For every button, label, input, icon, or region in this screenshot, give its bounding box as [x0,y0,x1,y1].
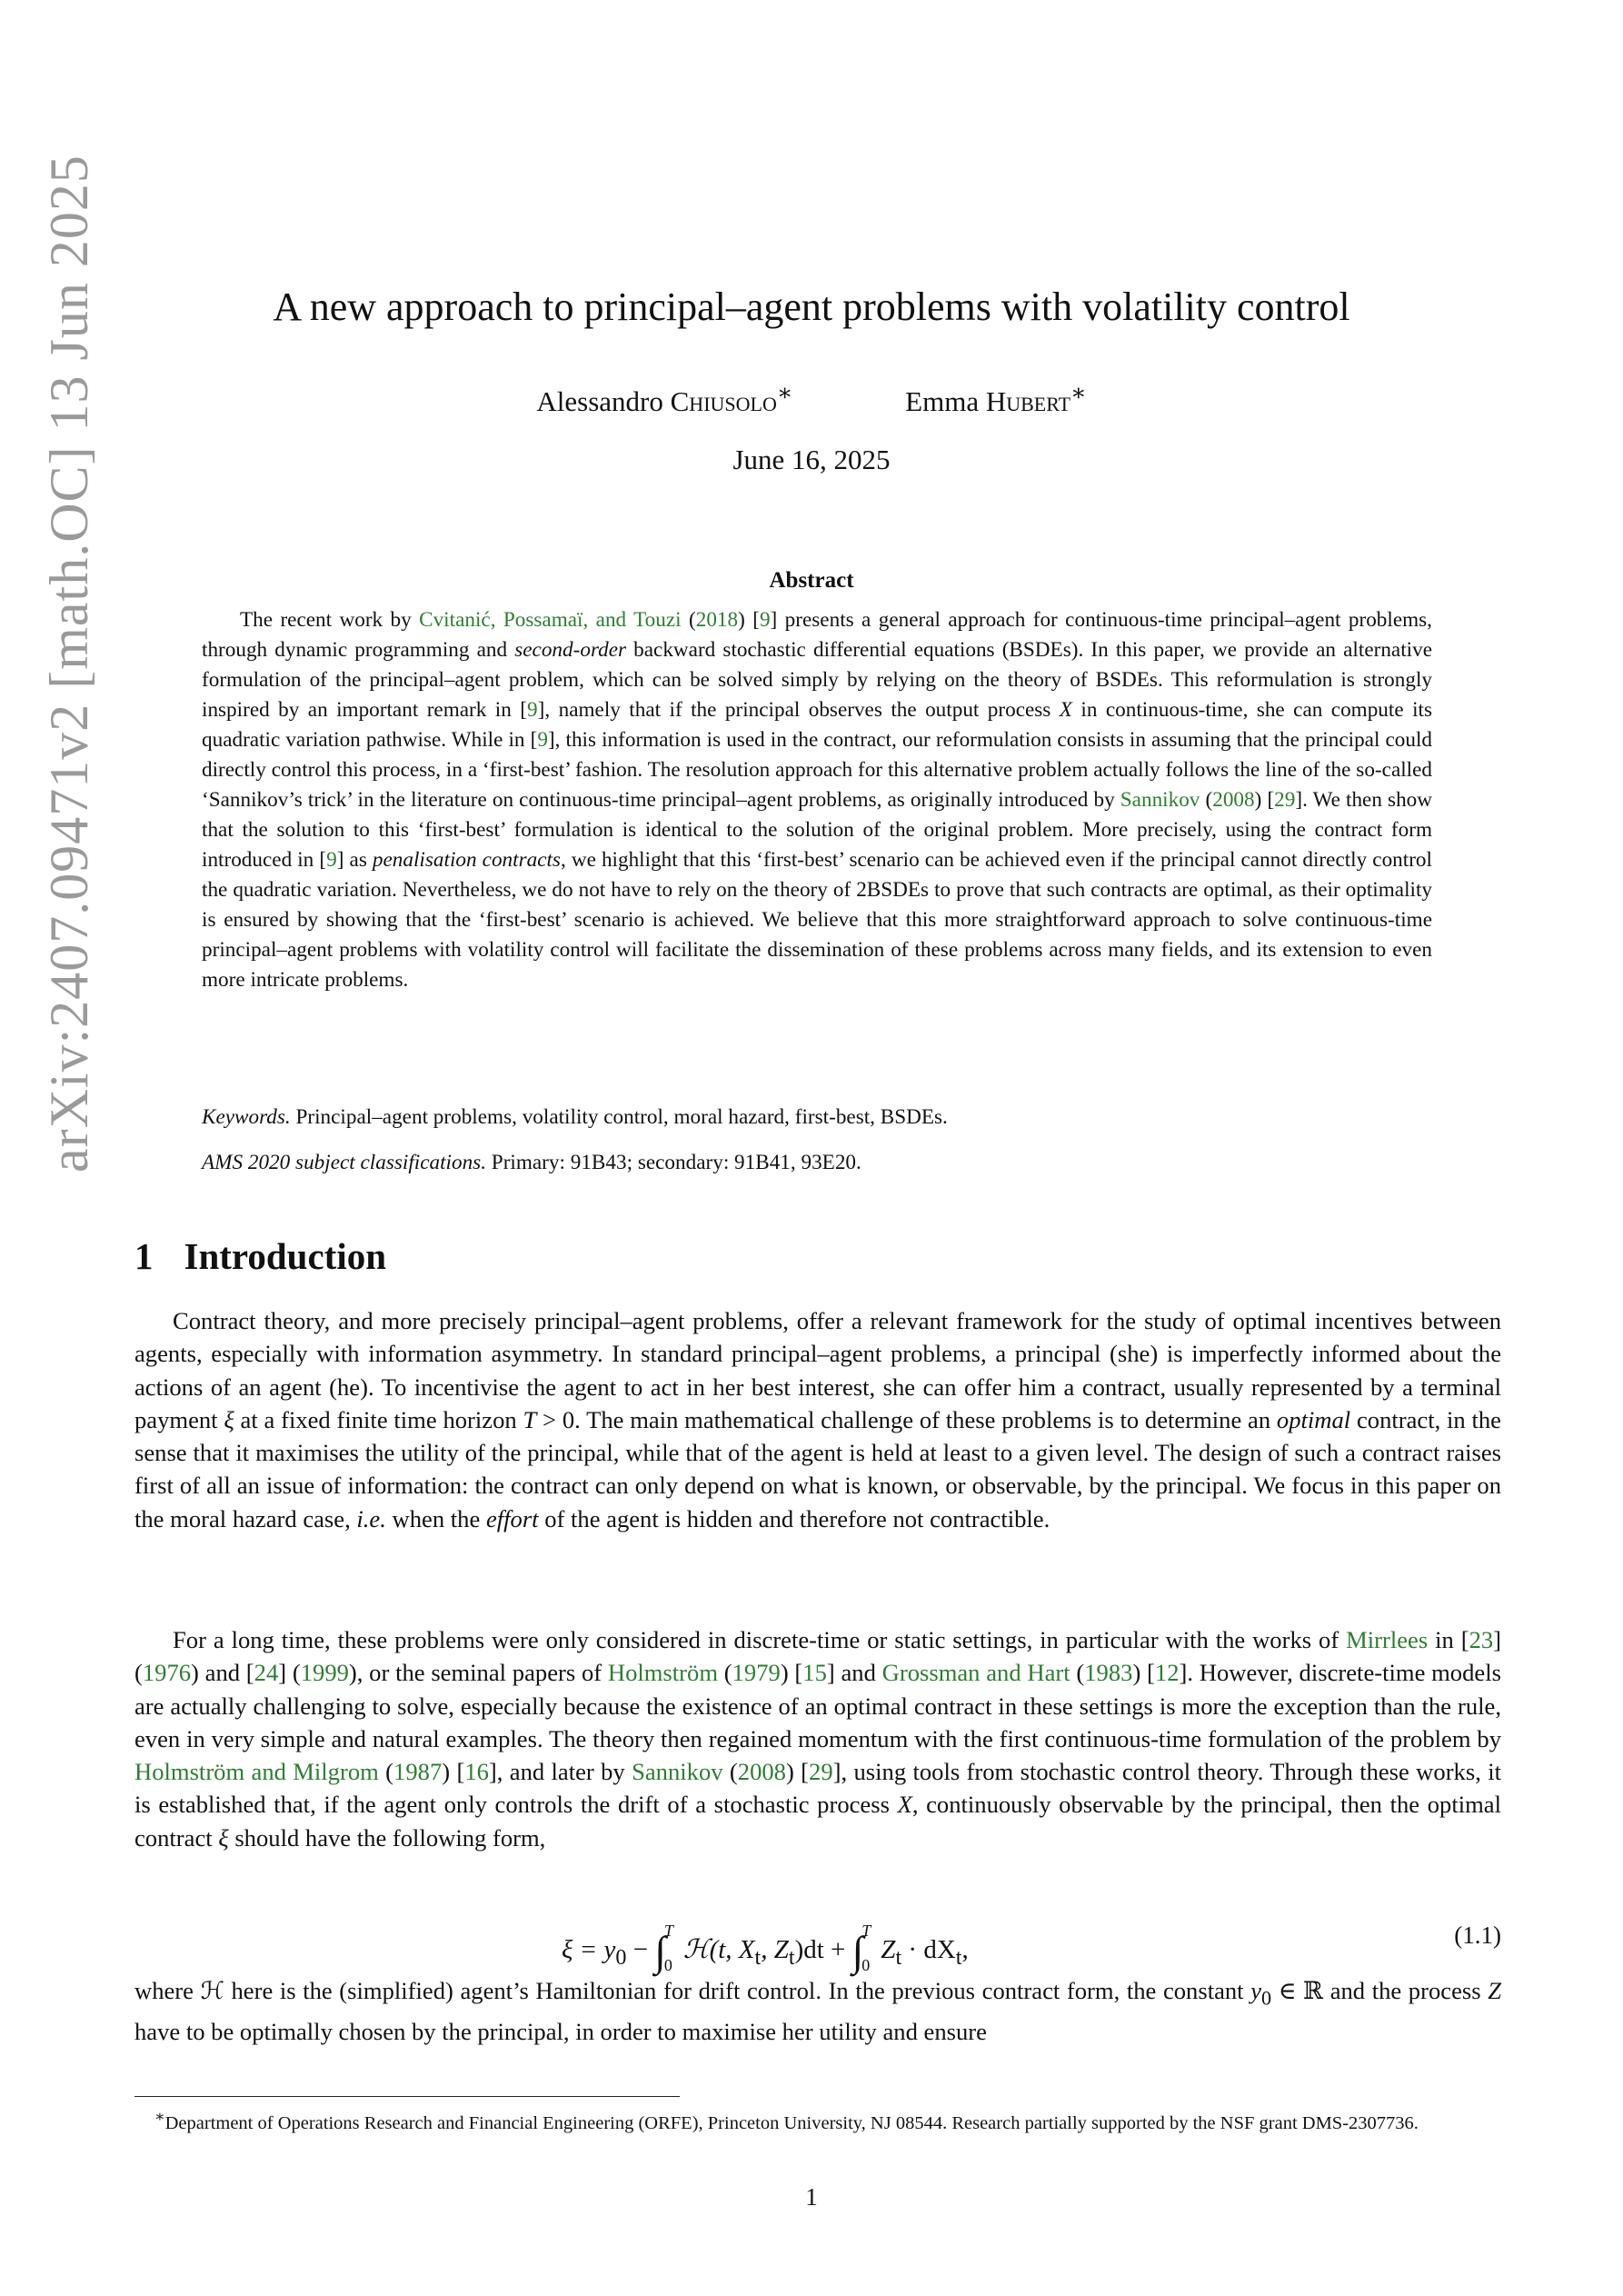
citation-link[interactable]: Mirrlees [1346,1626,1429,1653]
reference-link[interactable]: 16 [464,1758,489,1786]
reference-link[interactable]: 12 [1154,1659,1180,1687]
citation-year-link[interactable]: 1999 [300,1659,349,1687]
keywords: Keywords. Principal–agent problems, volatility control, moral hazard, first-best, BSDEs. [202,1105,948,1129]
reference-link[interactable]: 23 [1469,1626,1494,1653]
date: June 16, 2025 [732,444,891,475]
intro-paragraph-3: where ℋ here is the (simplified) agent’s Hamiltonian for drift control. In the previous contract form, the constant $y_0$ ∈ ℝ and the process Z have to be optimally chosen by the principal, in order to maximise her utility and ensure [134,1977,1501,2045]
page-number: 1 [805,2183,818,2211]
citation-year-link[interactable]: 1979 [732,1659,781,1687]
author-1: Alessandro Chiusolo∗ [536,380,793,418]
citation-year-link[interactable]: 2008 [737,1758,786,1786]
citation-year-link[interactable]: 2018 [695,608,739,632]
footnote-rule [134,2096,680,2097]
arxiv-side-stamp: arXiv:2407.09471v2 [math.OC] 13 Jun 2025 [39,155,99,1173]
integral-sign: ∫ [851,1928,864,1974]
paper-title: A new approach to principal–agent problems with volatility control [273,285,1350,329]
equation-body: $\xi = y_0$ − ∫$^T_0$ℋ(t, $X_t$, $Z_t)dt + \int^T_0Z_t \cdot dX_t$, [562,1922,969,1974]
citation-year-link[interactable]: 1976 [142,1659,192,1687]
reference-link[interactable]: 9 [527,698,538,722]
reference-link[interactable]: 29 [1274,788,1296,812]
citation-link[interactable]: Sannikov [1120,788,1200,812]
citation-link[interactable]: Sannikov [632,1758,723,1786]
intro-paragraph-1: Contract theory, and more precisely principal–agent problems, offer a relevant framework for the study of optimal incentives between agents, especially with information asymmetry. In standard principal–agent problems, a principal (she) is imperfectly informed about the actions of an agent (he). To incentivise the agent to act in her best interest, she can offer him a contract, usually represented by a terminal payment ξ at a fixed finite time horizon T > 0. The main mathematical challenge of these problems is to determine an optimal contract, in the sense that it maximises the utility of the principal, while that of the agent is held at least to a given level. The design of such a contract raises first of all an issue of information: the contract can only depend on what is known, or observable, by the principal. We focus in this paper on the moral hazard case, i.e. when the effort of the agent is hidden and therefore not contractible. [134,1307,1501,1532]
citation-link[interactable]: Cvitanić, Possamaï, and Touzi [419,608,682,632]
reference-link[interactable]: 29 [809,1758,833,1786]
citation-link[interactable]: Grossman and Hart [881,1659,1070,1687]
section-heading-introduction: 1 Introduction [134,1235,387,1277]
citation-year-link[interactable]: 1987 [393,1758,443,1786]
author-2: Emma Hubert∗ [905,380,1087,418]
citation-year-link[interactable]: 2008 [1212,788,1255,812]
ams-classifications: AMS 2020 subject classifications. Primary: 91B43; secondary: 91B41, 93E20. [202,1151,861,1174]
reference-link[interactable]: 9 [537,728,548,752]
authors [0,380,1623,418]
integral-sign: ∫ [654,1928,666,1974]
footnote: ∗Department of Operations Research and Financial Engineering (ORFE), Princeton University, NJ 08544. Research partially supported by the NSF grant DMS-2307736. [154,2108,1419,2133]
abstract-heading: Abstract [769,568,854,593]
citation-link[interactable]: Holmström and Milgrom [134,1758,379,1786]
citation-link[interactable]: Holmström [607,1659,719,1687]
reference-link[interactable]: 15 [802,1659,827,1687]
equation-1-1 [134,1900,1501,1982]
reference-link[interactable]: 9 [326,848,337,872]
intro-paragraph-2: For a long time, these problems were only considered in discrete-time or static settings, in particular with the works of Mirrlees in [23] (1976) and [24] (1999), or the seminal papers of Holmström (1979) [15] and Grossman and Hart (1983) [12]. However, discrete-time models are actually challenging to solve, especially because the existence of an optimal contract in these settings is more the exception than the rule, even in very simple and natural examples. The theory then regained momentum with the first continuous-time formulation of the problem by Holmström and Milgrom (1987) [16], and later by Sannikov (2008) [29], using tools from stochastic control theory. Through these works, it is established that, if the agent only controls the drift of a stochastic process X, continuously observable by the principal, then the optimal contract ξ should have the following form, [134,1626,1502,1852]
equation-number: (1.1) [1454,1922,1501,1949]
citation-year-link[interactable]: 1983 [1084,1659,1133,1687]
reference-link[interactable]: 24 [254,1659,279,1687]
abstract-body: The recent work by Cvitanić, Possamaï, and Touzi (2018) [9] presents a general approach for continuous-time principal–agent problems, through dynamic programming and second-order backward stochastic differential equations (BSDEs). In this paper, we provide an alternative formulation of the principal–agent problem, which can be solved simply by relying on the theory of BSDEs. This reformulation is strongly inspired by an important remark in [9], namely that if the principal observes the output process X in continuous-time, she can compute its quadratic variation pathwise. While in [9], this information is used in the contract, our reformulation consists in assuming that the principal could directly control this process, in a ‘first-best’ fashion. The resolution approach for this alternative problem actually follows the line of the so-called ‘Sannikov’s trick’ in the literature on continuous-time principal–agent problems, as originally introduced by Sannikov (2008) [29]. We then show that the solution to this ‘first-best’ formulation is identical to the solution of the original problem. More precisely, using the contract form introduced in [9] as penalisation contracts, we highlight that this ‘first-best’ scenario can be achieved even if the principal cannot directly control the quadratic variation. Nevertheless, we do not have to rely on the theory of 2BSDEs to prove that such contracts are optimal, as their optimality is ensured by showing that the ‘first-best’ scenario is achieved. We believe that this more straightforward approach to solve continuous-time principal–agent problems with volatility control will facilitate the dissemination of these problems across many fields, and its extension to even more intricate problems. [202,608,1432,992]
reference-link[interactable]: 9 [759,608,771,632]
